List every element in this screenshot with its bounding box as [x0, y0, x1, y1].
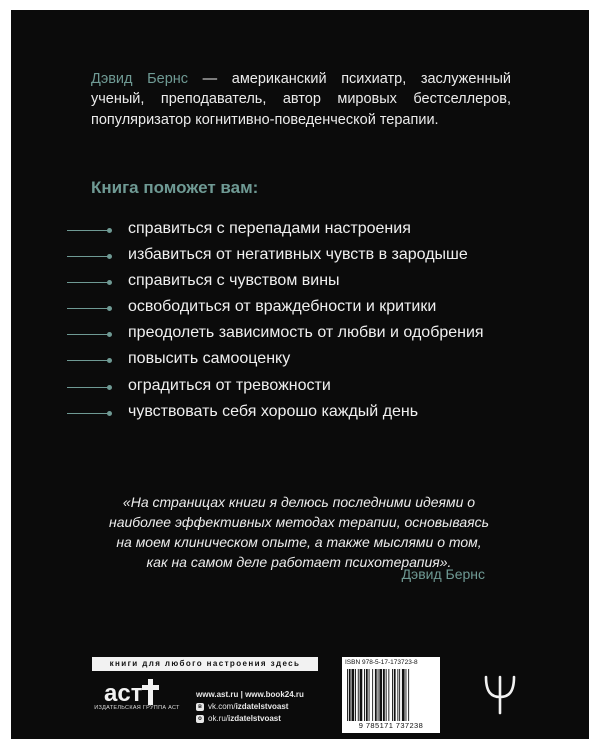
ok-link-prefix: ok.ru/ — [208, 714, 229, 723]
list-item — [11, 348, 589, 374]
benefit-text: освободиться от враждебности и критики — [128, 298, 437, 316]
barcode-bar — [394, 669, 396, 721]
ok-link-handle: izdatelstvoast — [228, 714, 281, 723]
benefits-title: Книга поможет вам: — [91, 178, 259, 197]
barcode-bar — [399, 669, 400, 721]
bullet-dot-icon — [107, 306, 112, 311]
author-name: Дэвид Бернс — [91, 70, 189, 87]
publisher-label: ИЗДАТЕЛЬСКАЯ ГРУППА АСТ — [94, 705, 180, 711]
bullet-line — [67, 360, 110, 361]
barcode-bar — [375, 669, 377, 721]
quote-author: Дэвид Бернс — [401, 566, 485, 582]
bullet-dot-icon — [107, 332, 112, 337]
book-back-cover — [11, 10, 589, 739]
bullet-dot-icon — [107, 228, 112, 233]
vk-link[interactable] — [196, 701, 304, 713]
barcode-bar — [392, 669, 393, 721]
list-item — [11, 322, 589, 348]
benefit-text: оградиться от тревожности — [128, 376, 331, 394]
barcode-bar — [378, 669, 379, 721]
benefits-list — [11, 218, 589, 427]
bullet-line — [67, 387, 110, 388]
vk-link-handle: izdatelstvoast — [235, 702, 289, 711]
publisher-links — [196, 689, 304, 725]
barcode-icon — [347, 669, 435, 721]
barcode-bar — [355, 669, 356, 721]
list-item — [11, 244, 589, 270]
barcode-bar — [402, 669, 405, 721]
barcode-bar — [383, 669, 385, 721]
ok-icon: о — [196, 715, 204, 723]
psi-symbol-icon — [482, 673, 518, 717]
benefit-text: справиться с чувством вины — [128, 272, 340, 290]
barcode-bar — [358, 669, 359, 721]
author-bio — [91, 69, 511, 131]
bullet-line — [67, 334, 110, 335]
vk-icon: в — [196, 703, 204, 711]
barcode-bar — [372, 669, 373, 721]
author-bio-text: — американский психиатр, заслуженный ученый, преподаватель, автор мировых бестселлеров, популяризатор когнитивно-поведенческой терапии. — [91, 70, 511, 128]
barcode-panel — [342, 657, 440, 733]
bullet-dot-icon — [107, 411, 112, 416]
bullet-line — [67, 282, 110, 283]
ok-link[interactable] — [196, 713, 304, 725]
ast-logo-icon — [82, 677, 182, 707]
benefit-text: повысить самооценку — [128, 350, 291, 368]
barcode-bar — [349, 669, 351, 721]
barcode-bar — [388, 669, 389, 721]
barcode-bar — [386, 669, 387, 721]
bullet-line — [67, 230, 110, 231]
barcode-bar — [369, 669, 370, 721]
bullet-dot-icon — [107, 385, 112, 390]
bullet-line — [67, 308, 110, 309]
barcode-bar — [408, 669, 409, 721]
barcode-bar — [379, 669, 382, 721]
barcode-bar — [366, 669, 368, 721]
list-item — [11, 218, 589, 244]
list-item — [11, 375, 589, 401]
tagline-banner: книги для любого настроения здесь — [92, 657, 318, 671]
benefit-text: справиться с перепадами настроения — [128, 220, 411, 237]
bullet-line — [67, 256, 110, 257]
benefit-text: избавиться от негативных чувств в зародыше — [128, 246, 468, 264]
bullet-dot-icon — [107, 254, 112, 259]
website-links[interactable]: www.ast.ru | www.book24.ru — [196, 690, 304, 699]
publisher-footer — [82, 657, 522, 737]
barcode-bar — [397, 669, 398, 721]
logo-cross-mark — [142, 679, 159, 705]
logo-lettering: аст — [104, 680, 143, 707]
bullet-line — [67, 413, 110, 414]
list-item — [11, 296, 589, 322]
isbn-text: ISBN 978-5-17-173723-8 — [345, 659, 418, 666]
barcode-number: 9 785171 737238 — [358, 721, 424, 730]
list-item — [11, 401, 589, 427]
benefit-text: преодолеть зависимость от любви и одобрения — [128, 324, 484, 342]
list-item — [11, 270, 589, 296]
barcode-bar — [347, 669, 348, 721]
barcode-bar — [364, 669, 365, 721]
barcode-bar — [352, 669, 355, 721]
author-quote: «На страницах книги я делюсь последними идеями о наиболее эффективных методах терапии, основываясь на моем клиническом опыте, а также мыслями о том, как на самом деле работает психотерапия». — [109, 494, 489, 570]
benefit-text: чувствовать себя хорошо каждый день — [128, 402, 419, 420]
bullet-dot-icon — [107, 280, 112, 285]
vk-link-prefix: vk.com/ — [208, 702, 236, 711]
barcode-bar — [406, 669, 407, 721]
barcode-bar — [360, 669, 363, 721]
bullet-dot-icon — [107, 358, 112, 363]
